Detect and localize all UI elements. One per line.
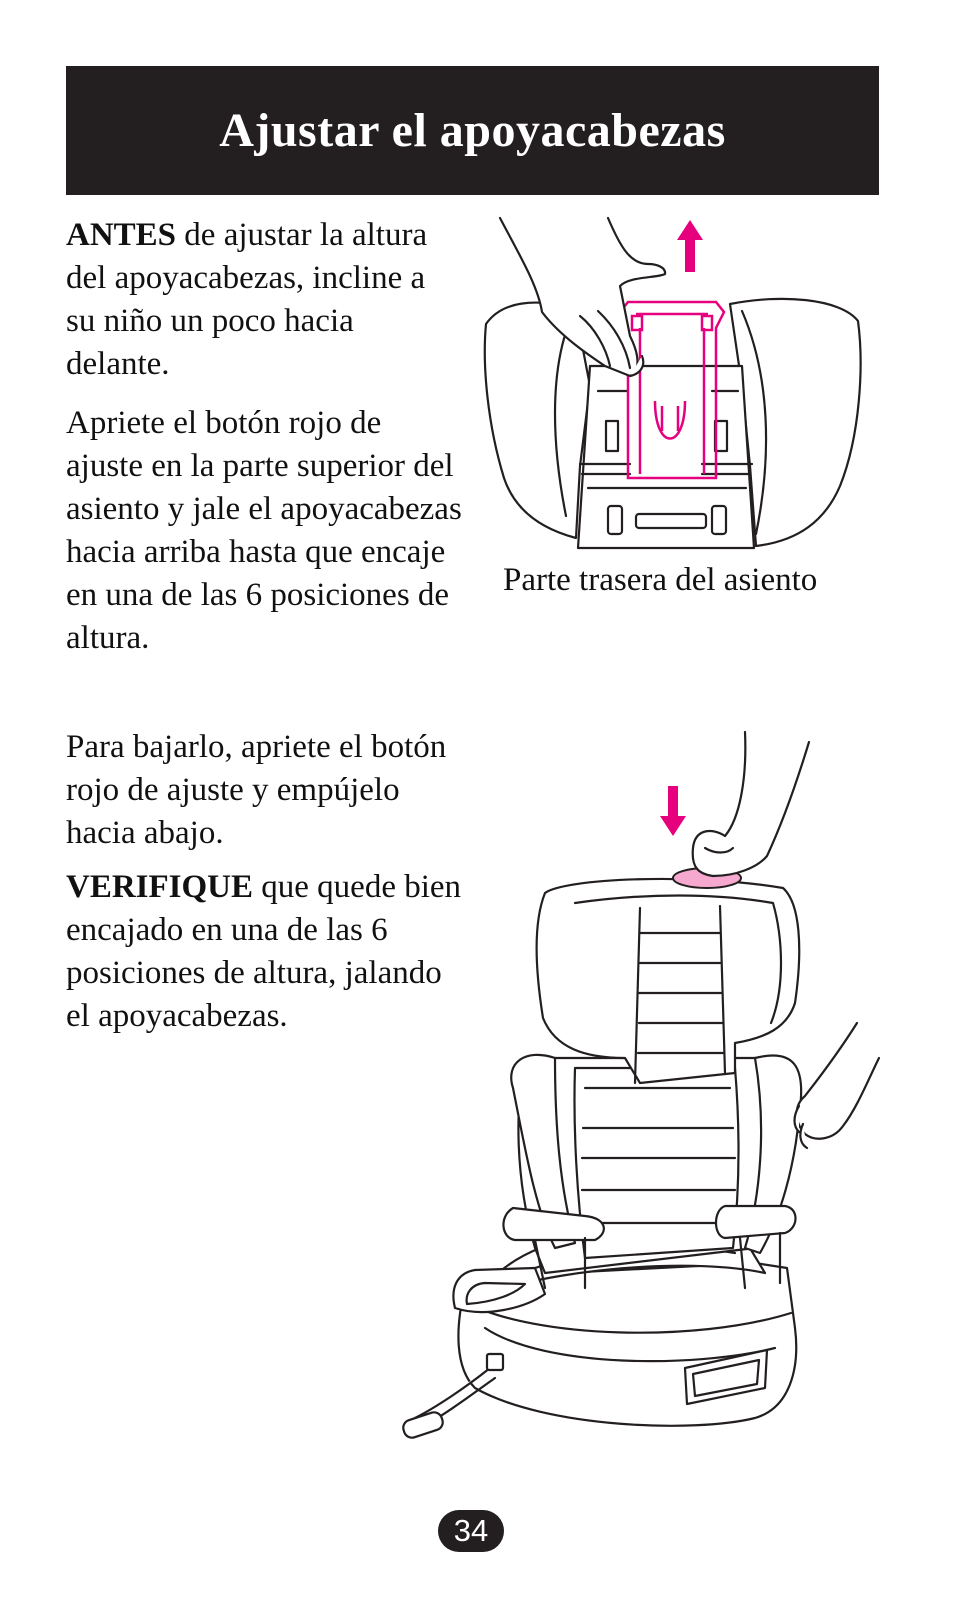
- booster-seat-headrest-down-illustration: [395, 728, 885, 1448]
- page-title: Ajustar el apoyacabezas: [219, 104, 726, 157]
- paragraph-lower-instructions: Para bajarlo, apriete el botón rojo de ajuste y empújelo hacia abajo.: [66, 729, 447, 851]
- verifique-text: que quede bien encajado en una de las 6 posiciones de altura, jalando el apoyacabezas.: [66, 869, 462, 1034]
- title-banner: [66, 66, 879, 195]
- page-number-badge: 34: [438, 1510, 504, 1552]
- verifique-label: VERIFIQUE: [66, 869, 254, 905]
- paragraph-antes: [66, 214, 456, 386]
- antes-text: de ajustar la altura del apoyacabezas, incline a su niño un poco hacia delante.: [66, 217, 428, 382]
- antes-label: ANTES: [66, 217, 177, 253]
- figure-caption: Parte trasera del asiento: [503, 562, 818, 598]
- seat-back-headrest-up-illustration: [480, 216, 880, 556]
- paragraph-raise-instructions: Apriete el botón rojo de ajuste en la parte superior del asiento y jale el apoyacabezas hacia arriba hasta que encaje en una de las 6 posiciones de altura.: [66, 405, 462, 656]
